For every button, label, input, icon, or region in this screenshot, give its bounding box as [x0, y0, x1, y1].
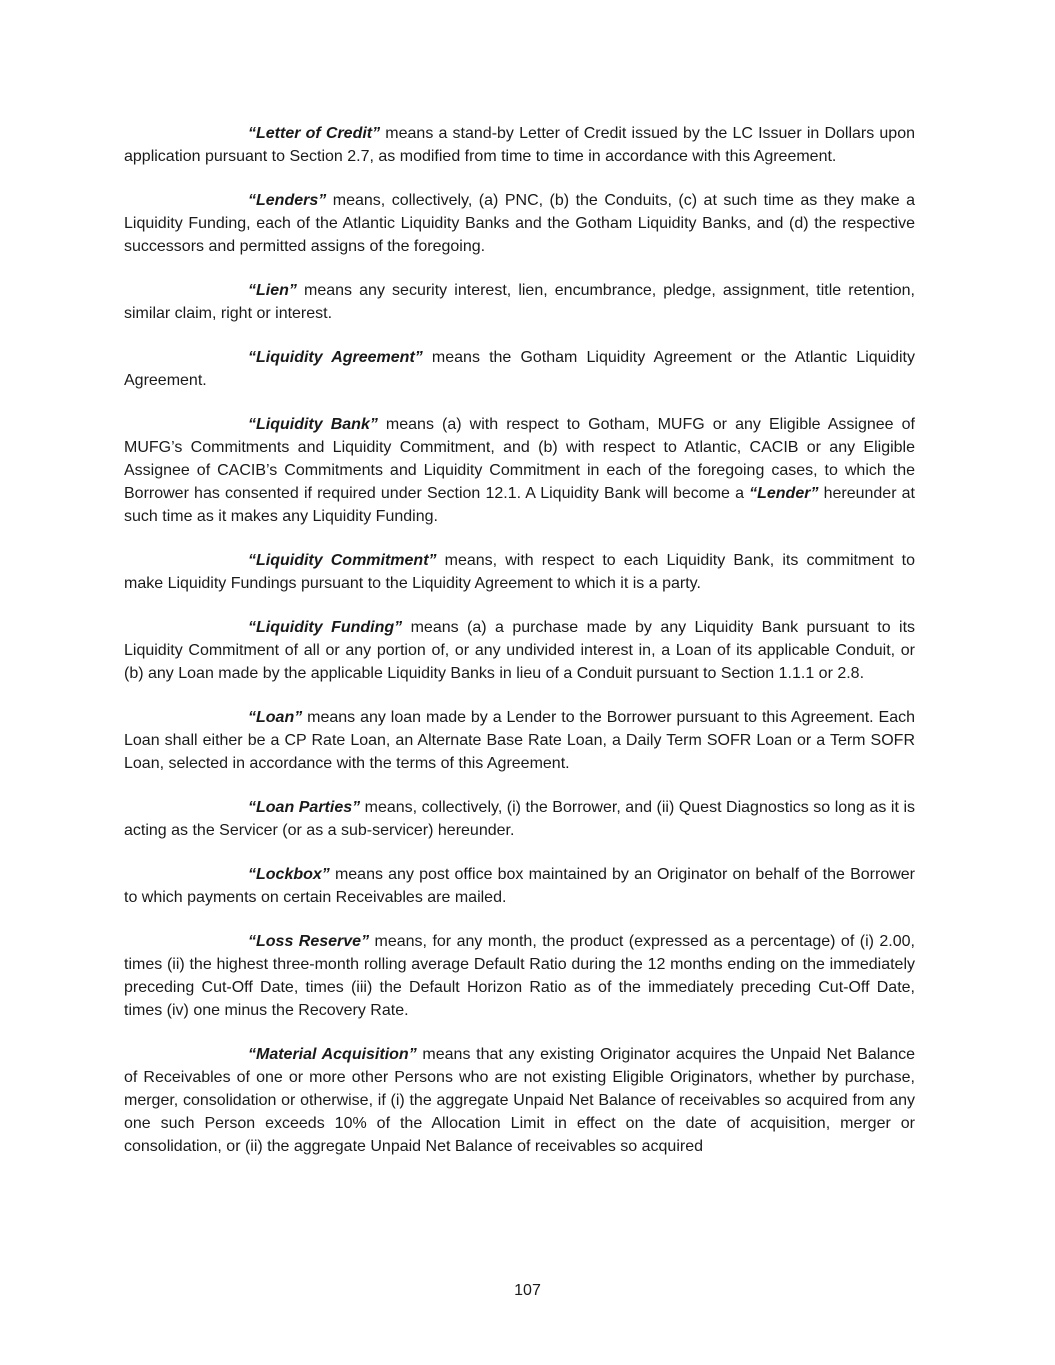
definition-liquidity-commitment	[124, 549, 915, 595]
defined-term: “Loan Parties”	[248, 799, 361, 816]
document-body	[124, 122, 915, 1179]
defined-term: “Lockbox”	[248, 866, 330, 883]
inline-defined-term: “Lender”	[749, 485, 819, 502]
definition-lien	[124, 279, 915, 325]
definition-liquidity-funding	[124, 616, 915, 685]
definition-text: means, collectively, (a) PNC, (b) the Conduits, (c) at such time as they make a Liquidity Funding, each of the Atlantic Liquidity Banks and the Gotham Liquidity Banks, and (d) the respective successors and permitted assigns of the foregoing.	[124, 192, 915, 255]
defined-term: “Liquidity Bank”	[248, 416, 378, 433]
definition-lockbox	[124, 863, 915, 909]
definition-text: means any security interest, lien, encumbrance, pledge, assignment, title retention, similar claim, right or interest.	[124, 282, 915, 322]
defined-term: “Liquidity Commitment”	[248, 552, 437, 569]
defined-term: “Loss Reserve”	[248, 933, 370, 950]
definition-loan	[124, 706, 915, 775]
definition-liquidity-agreement	[124, 346, 915, 392]
defined-term: “Liquidity Funding”	[248, 619, 403, 636]
definition-loss-reserve	[124, 930, 915, 1022]
definition-letter-of-credit	[124, 122, 915, 168]
definition-text: means that any existing Originator acquires the Unpaid Net Balance of Receivables of one or more other Persons who are not existing Eligible Originators, whether by purchase, merger, consolidation or otherwise, if (i) the aggregate Unpaid Net Balance of receivables so acquired from any one such Person exceeds 10% of the Allocation Limit in effect on the date of acquisition, merger or consolidation, or (ii) the aggregate Unpaid Net Balance of receivables so acquired	[124, 1046, 915, 1155]
defined-term: “Loan”	[248, 709, 303, 726]
definition-text-tail: hereunder at such time as it makes any Liquidity Funding.	[124, 485, 915, 525]
definition-text: means a stand-by Letter of Credit issued by the LC Issuer in Dollars upon application pursuant to Section 2.7, as modified from time to time in accordance with this Agreement.	[124, 125, 915, 165]
definition-liquidity-bank	[124, 413, 915, 528]
definition-text: means (a) a purchase made by any Liquidity Bank pursuant to its Liquidity Commitment of all or any portion of, or any undivided interest in, a Loan of its applicable Conduit, or (b) any Loan made by the applicable Liquidity Banks in lieu of a Conduit pursuant to Section 1.1.1 or 2.8.	[124, 619, 916, 682]
definition-lenders	[124, 189, 915, 258]
definition-text: means any loan made by a Lender to the Borrower pursuant to this Agreement. Each Loan shall either be a CP Rate Loan, an Alternate Base Rate Loan, a Daily Term SOFR Loan or a Term SOFR Loan, selected in accordance with the terms of this Agreement.	[124, 709, 915, 772]
definition-text: means, collectively, (i) the Borrower, and (ii) Quest Diagnostics so long as it is acting as the Servicer (or as a sub-servicer) hereunder.	[124, 799, 916, 839]
defined-term: “Liquidity Agreement”	[248, 349, 423, 366]
definition-text: means (a) with respect to Gotham, MUFG or any Eligible Assignee of MUFG’s Commitments and Liquidity Commitment, and (b) with respect to Atlantic, CACIB or any Eligible Assignee of CACIB’s Commitments and Liquidity Commitment in each of the foregoing cases, to which the Borrower has consented if required under Section 12.1. A Liquidity Bank will become a	[124, 416, 915, 502]
definition-loan-parties	[124, 796, 915, 842]
defined-term: “Lenders”	[248, 192, 327, 209]
definition-text: means, for any month, the product (expressed as a percentage) of (i) 2.00, times (ii) the highest three-month rolling average Default Ratio during the 12 months ending on the immediately preceding Cut-Off Date, times (iii) the Default Horizon Ratio as of the immediately preceding Cut-Off Date, times (iv) one minus the Recovery Rate.	[124, 933, 915, 1019]
definition-text: means the Gotham Liquidity Agreement or the Atlantic Liquidity Agreement.	[124, 349, 915, 389]
page-number: 107	[514, 1282, 541, 1299]
defined-term: “Letter of Credit”	[248, 125, 381, 142]
definition-text: means, with respect to each Liquidity Bank, its commitment to make Liquidity Fundings pursuant to the Liquidity Agreement to which it is a party.	[124, 552, 916, 592]
definition-material-acquisition	[124, 1043, 915, 1158]
defined-term: “Lien”	[248, 282, 297, 299]
defined-term: “Material Acquisition”	[248, 1046, 417, 1063]
definition-text: means any post office box maintained by an Originator on behalf of the Borrower to which payments on certain Receivables are mailed.	[124, 866, 915, 906]
